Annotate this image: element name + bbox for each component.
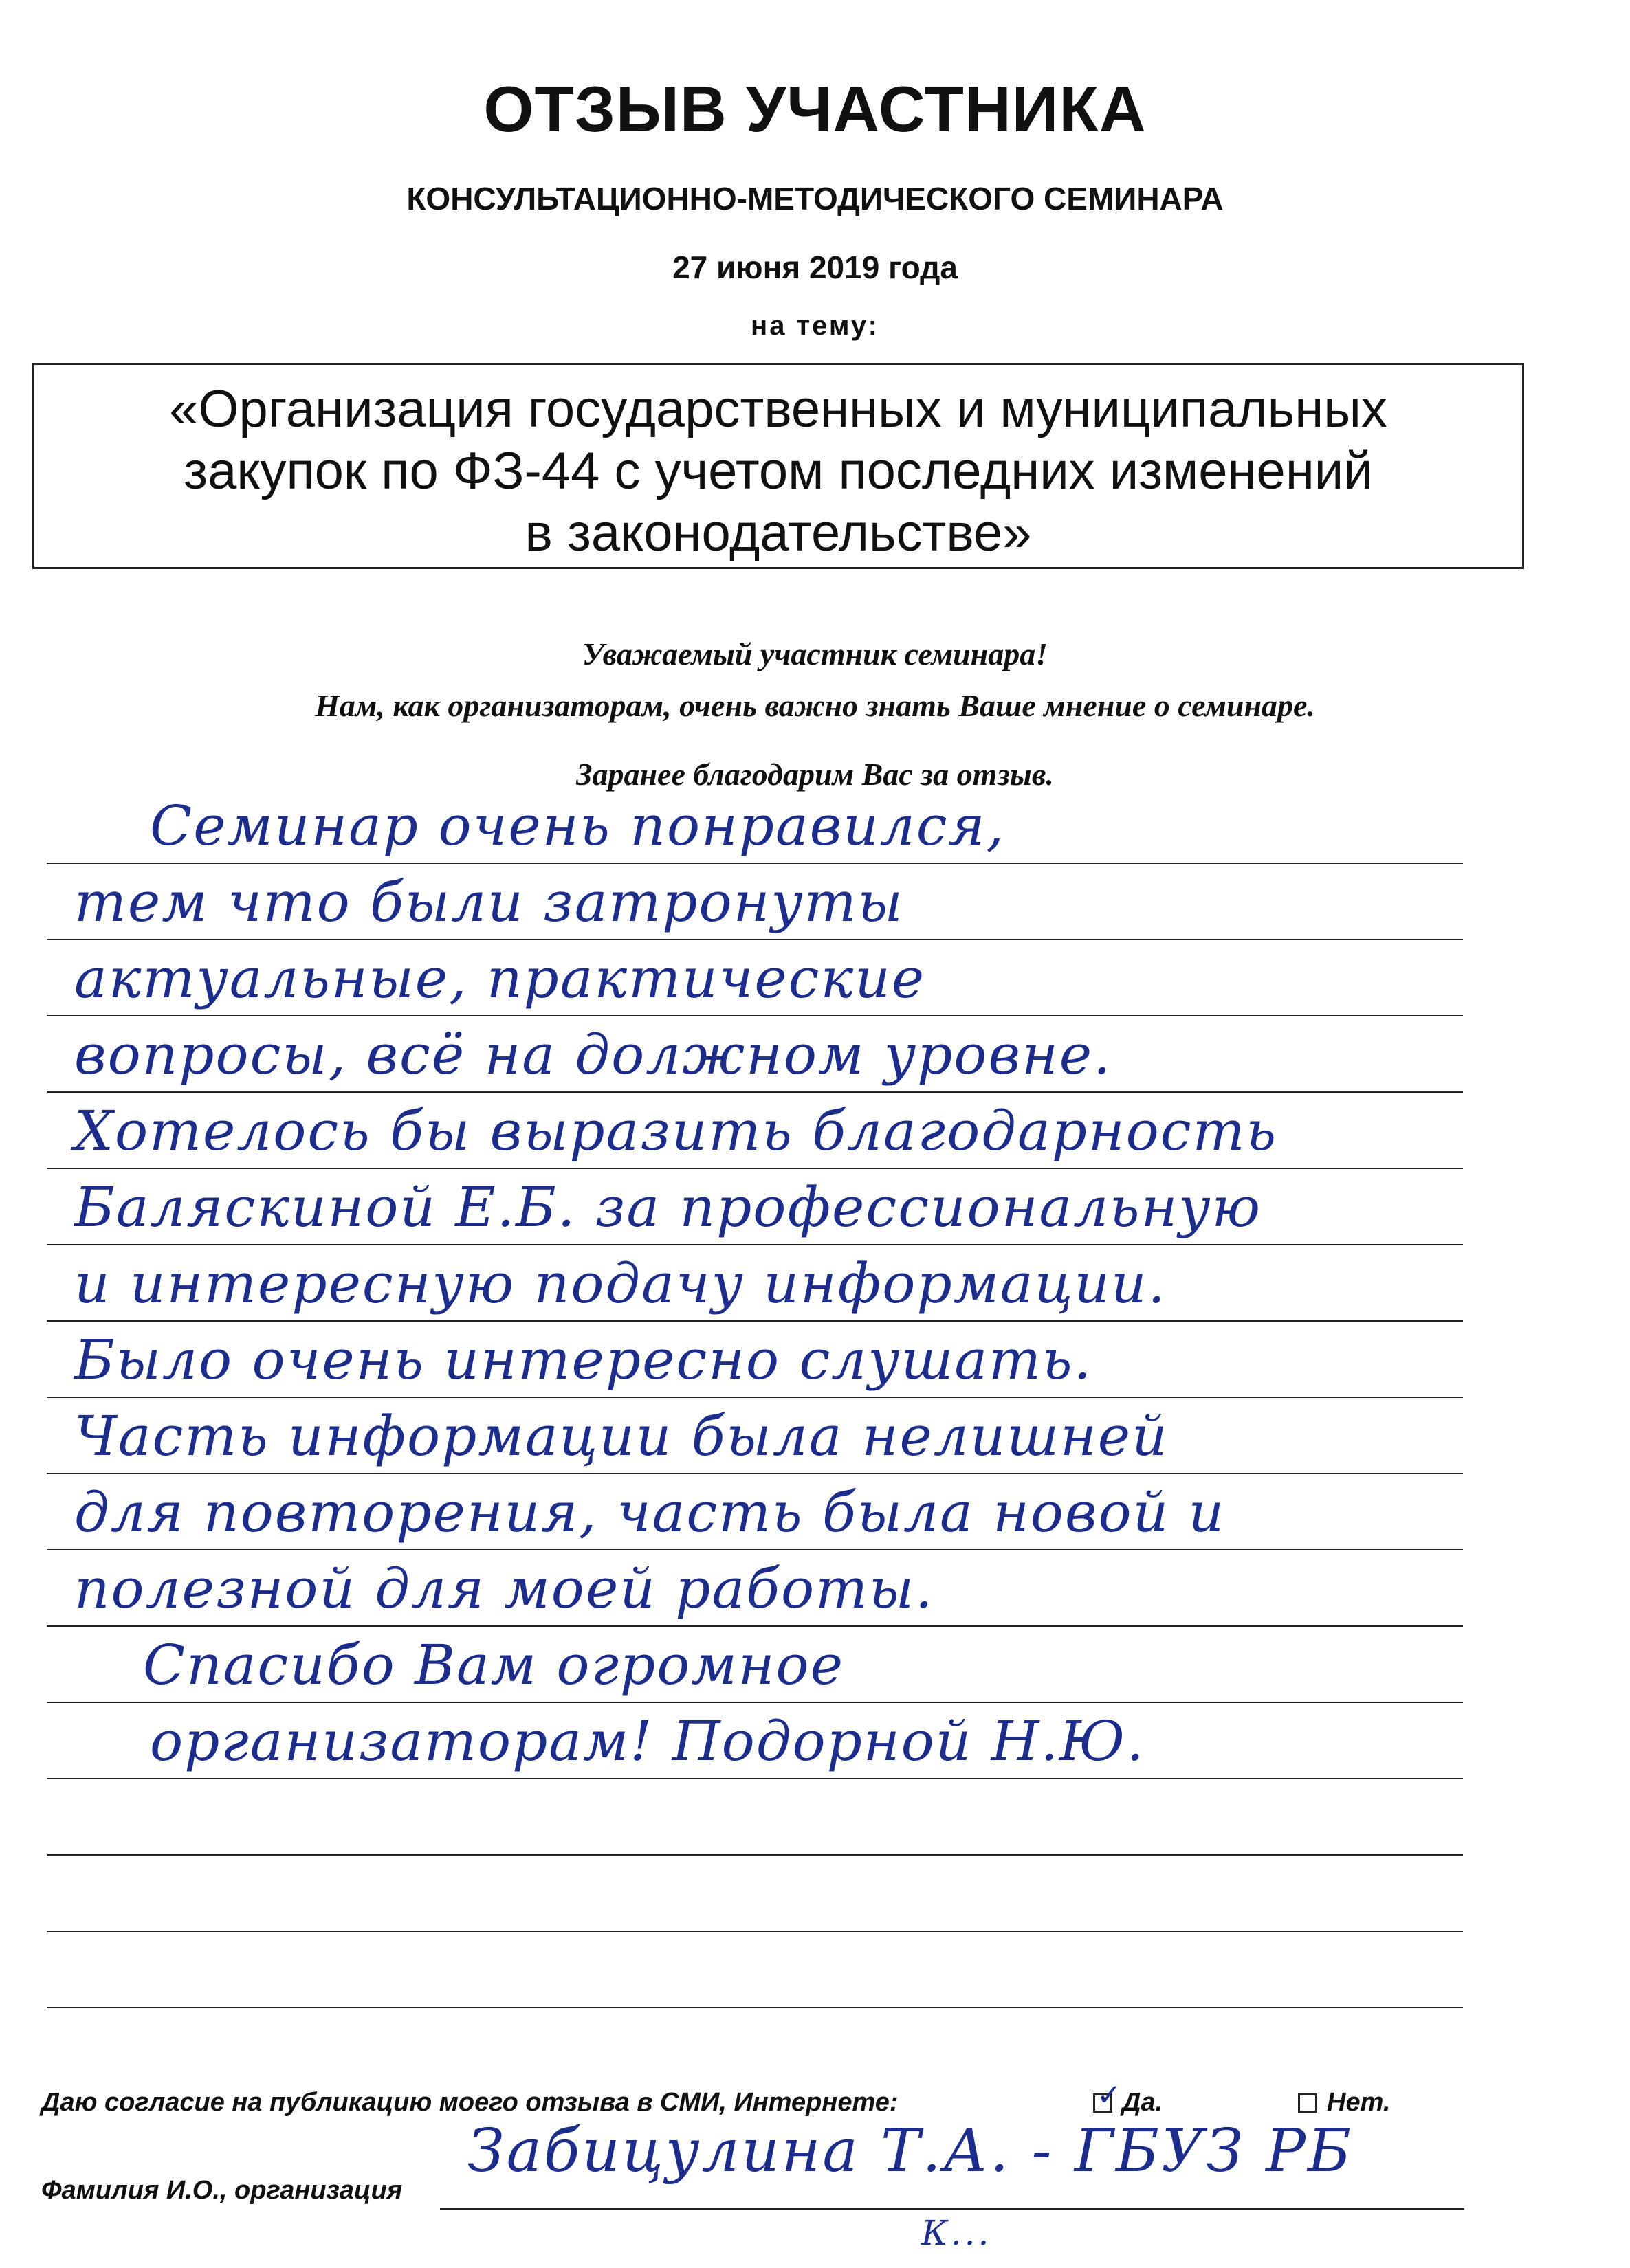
ruled-line: [47, 1015, 1463, 1016]
ruled-line: [47, 1778, 1463, 1779]
review-handwritten-line: полезной для моей работы.: [74, 1557, 934, 1621]
consent-yes-checkbox[interactable]: [1093, 2077, 1122, 2113]
review-handwritten-line: для повторения, часть была новой и: [74, 1480, 1226, 1544]
greeting-heading: Уважаемый участник семинара!: [582, 636, 1048, 671]
review-handwritten-line: и интересную подачу информации.: [74, 1252, 1167, 1315]
ruled-line: [47, 1091, 1463, 1093]
ruled-line: [47, 1168, 1463, 1169]
consent-label: Даю согласие на публикацию моего отзыва в СМИ, Интернете:: [41, 2088, 899, 2117]
review-handwritten-line: Было очень интересно слушать.: [74, 1328, 1092, 1392]
review-handwritten-line: Спасибо Вам огромное: [143, 1633, 844, 1697]
ruled-line: [47, 1473, 1463, 1474]
review-handwritten-line: актуальные, практические: [74, 946, 926, 1010]
review-handwritten-line: вопросы, всё на должном уровне.: [74, 1023, 1112, 1087]
consent-no-checkbox[interactable]: [1298, 2093, 1317, 2113]
review-handwritten-line: Баляскиной Е.Б. за профессиональную: [74, 1175, 1262, 1239]
on-topic-label: на тему:: [751, 311, 879, 341]
consent-no-option[interactable]: [1298, 2088, 1390, 2117]
consent-yes-label: Да.: [1122, 2088, 1163, 2117]
ruled-line: [47, 1549, 1463, 1550]
ruled-line: [47, 1320, 1463, 1322]
ruled-line: [47, 1397, 1463, 1398]
name-org-line: [440, 2208, 1464, 2210]
check-mark-icon: ✓: [1097, 2077, 1122, 2113]
seminar-topic: «Организация государственных и муниципальных закупок по ФЗ-44 с учетом последних изменений в законодательстве»: [169, 380, 1387, 562]
ruled-line: [47, 863, 1463, 864]
name-org-handwritten[interactable]: Забицулина Т.А. - ГБУЗ РБ: [467, 2117, 1354, 2186]
greeting-thanks: Заранее благодарим Вас за отзыв.: [576, 757, 1054, 792]
ruled-line: [47, 1244, 1463, 1245]
ruled-line: [47, 1931, 1463, 1932]
form-subtitle: КОНСУЛЬТАЦИОННО-МЕТОДИЧЕСКОГО СЕМИНАРА: [406, 181, 1224, 216]
ruled-line: [47, 1854, 1463, 1856]
name-org-handwritten-extra: К...: [921, 2213, 992, 2253]
form-title: ОТЗЫВ УЧАСТНИКА: [483, 73, 1147, 145]
ruled-line: [47, 1625, 1463, 1627]
name-org-label: Фамилия И.О., организация: [41, 2176, 403, 2205]
ruled-line: [47, 939, 1463, 940]
review-handwritten-line: Часть информации была нелишней: [74, 1404, 1169, 1468]
consent-yes-option[interactable]: [1093, 2077, 1163, 2117]
review-handwritten-line: организаторам! Подорной Н.Ю.: [150, 1709, 1145, 1773]
consent-no-label: Нет.: [1327, 2088, 1391, 2117]
review-handwritten-line: тем что были затронуты: [74, 870, 904, 934]
review-handwritten-line: Семинар очень понравился,: [150, 794, 1005, 858]
ruled-line: [47, 1702, 1463, 1703]
topic-box: [32, 363, 1524, 569]
review-handwritten-line: Хотелось бы выразить благодарность: [74, 1099, 1277, 1163]
seminar-date: 27 июня 2019 года: [672, 249, 958, 285]
greeting-text: Нам, как организаторам, очень важно знать Ваше мнение о семинаре.: [315, 688, 1315, 723]
ruled-line: [47, 2007, 1463, 2008]
